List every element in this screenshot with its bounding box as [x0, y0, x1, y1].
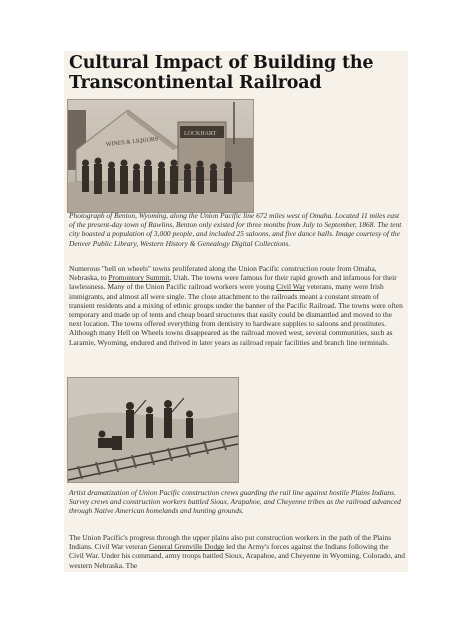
benton-wyoming-photo: [67, 99, 254, 213]
promontory-summit-link[interactable]: Promontory Summit: [108, 273, 170, 283]
grenville-dodge-link[interactable]: General Grenville Dodge: [149, 542, 225, 552]
para1-text-1: Numerous "hell on wheels" towns proliferated along the Union Pacific construction route from Omaha, Nebraska, to: [69, 264, 377, 283]
construction-illustration-caption: Artist dramatization of Union Pacific construction crews guarding the rail line against hostile Plains Indians. Survey crews and construction workers battled Sioux, Arapahoe, and Cheyenne tribes as the railroad advanced through Native American homelands and hunting grounds.: [69, 488, 401, 516]
para2-text-2: led the Army's forces against the Indians following the Civil War. Under his command, army troops battled Sioux, Arapahoe, and Cheyenne in Wyoming, Colorado, and western Nebraska. The: [69, 542, 405, 570]
construction-illustration-image: [68, 378, 238, 482]
para1-text-3: veterans, many were Irish immigrants, and almost all were single. The close attachment to the railroads meant a constant stream of transient residents and a mixing of ethnic groups under the banner of the Pacific Railroad. The towns were often temporary and made up of tents and cheap board structures that easily could be dismantled and moved to the next location. The towns offered everything from dentistry to hardware supplies to saloons and prostitutes. Although many Hell on Wheels towns disappeared as the railroad moved west, several communities, such as Laramie, Wyoming, endured and thrived in later years as railroad repair facilities and branch line terminals.: [69, 282, 403, 347]
plains-indians-paragraph: [69, 533, 405, 570]
para1-text-2: , Utah. The towns were famous for their rapid growth and infamous for their lawlessness. Many of the Union Pacific railroad workers were young: [69, 273, 397, 292]
benton-photo-image: [68, 100, 253, 212]
construction-crews-illustration: [67, 377, 239, 483]
building-sign-text: LOCKHART: [184, 131, 217, 137]
benton-photo-caption: Photograph of Benton, Wyoming, along the Union Pacific line 672 miles west of Omaha. Located 11 miles east of the present-day town of Rawlins, Benton only existed for three months from July to September, 1868. The tent city boasted a population of 3,000 people, and included 25 saloons, and five dance halls. Image courtesy of the Denver Public Library, Western History & Genealogy Digital Collections.: [69, 211, 402, 248]
para2-text-1: The Union Pacific's progress through the upper plains also put construction workers in the path of the Plains Indians. Civil War veteran: [69, 533, 392, 552]
page-title: Cultural Impact of Building the Transcontinental Railroad: [69, 53, 374, 93]
document-page: [64, 51, 408, 572]
civil-war-link[interactable]: Civil War: [276, 282, 305, 292]
tent-sign-text: WINES & LIQUORS: [105, 136, 159, 148]
hell-on-wheels-paragraph: [69, 264, 405, 347]
